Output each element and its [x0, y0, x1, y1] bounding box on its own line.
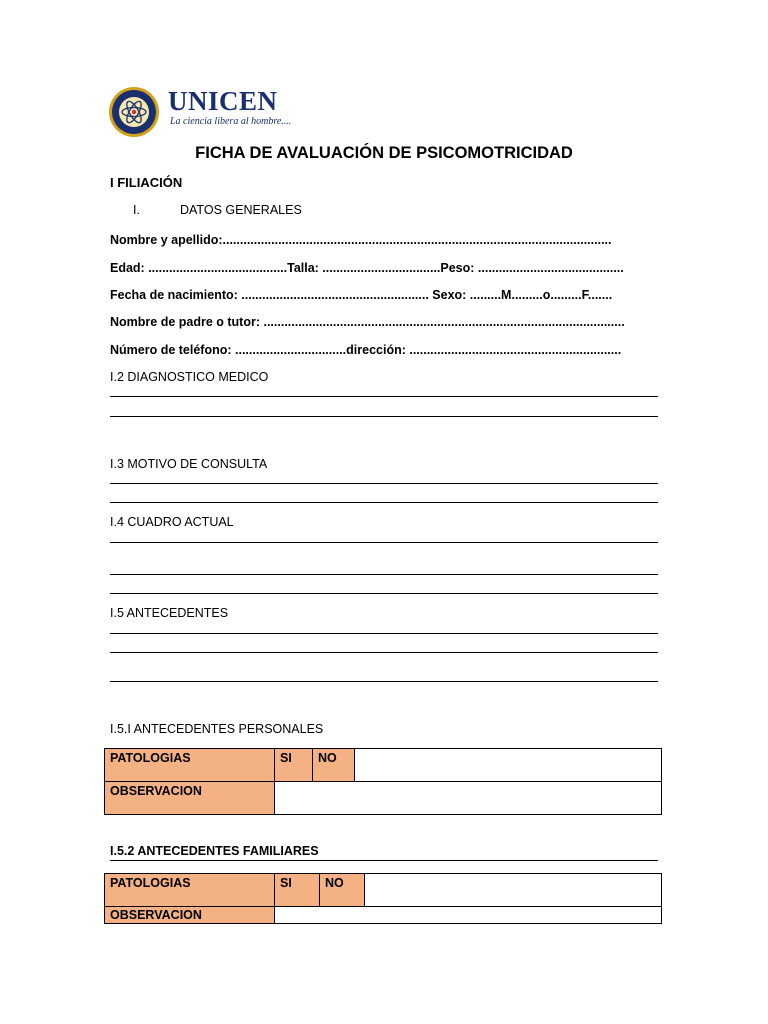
write-line — [110, 542, 658, 543]
logo-slogan: La ciencia libera al hombre.... — [170, 116, 292, 127]
university-seal-icon — [108, 86, 160, 138]
write-line — [110, 652, 658, 653]
unicen-logo — [108, 82, 292, 138]
write-line — [110, 502, 658, 503]
datos-generales-number: I. — [133, 203, 140, 217]
observacion-label: OBSERVACION — [105, 782, 275, 815]
logo-name: UNICEN — [168, 86, 278, 116]
no-label: NO — [320, 874, 365, 907]
antecedentes-heading: I.5 ANTECEDENTES — [110, 606, 229, 620]
write-line — [110, 633, 658, 634]
observacion-entry-cell[interactable] — [275, 782, 662, 815]
patologias-entry-cell[interactable] — [355, 749, 662, 782]
section-filiacion-heading: I FILIACIÓN — [110, 175, 183, 190]
si-label: SI — [275, 749, 313, 782]
antecedentes-personales-heading: I.5.I ANTECEDENTES PERSONALES — [110, 722, 324, 736]
telefono-direccion-field: Número de teléfono: ................................dirección: ............................................................. — [110, 343, 622, 357]
write-line — [110, 681, 658, 682]
observacion-label: OBSERVACION — [105, 907, 275, 924]
antecedentes-familiares-heading: I.5.2 ANTECEDENTES FAMILIARES — [110, 844, 319, 858]
si-label: SI — [275, 874, 320, 907]
nombre-field: Nombre y apellido:................................................................................................................ — [110, 233, 612, 247]
write-line — [110, 593, 658, 594]
write-line — [110, 416, 658, 417]
observacion-entry-cell[interactable] — [275, 907, 662, 924]
antecedentes-personales-table — [104, 748, 662, 815]
edad-talla-peso-field: Edad: ........................................Talla: ..................................Peso: .......................................... — [110, 261, 624, 275]
cuadro-heading: I.4 CUADRO ACTUAL — [110, 515, 234, 529]
write-line — [110, 483, 658, 484]
patologias-label: PATOLOGIAS — [105, 874, 275, 907]
diagnostico-heading: I.2 DIAGNOSTICO MEDICO — [110, 370, 269, 384]
motivo-heading: I.3 MOTIVO DE CONSULTA — [110, 457, 268, 471]
patologias-entry-cell[interactable] — [365, 874, 662, 907]
write-line — [110, 574, 658, 575]
write-line — [110, 860, 658, 861]
no-label: NO — [313, 749, 355, 782]
antecedentes-familiares-table — [104, 873, 662, 924]
padre-tutor-field: Nombre de padre o tutor: ........................................................................................................ — [110, 315, 625, 329]
write-line — [110, 396, 658, 397]
datos-generales-heading: DATOS GENERALES — [180, 203, 302, 217]
patologias-label: PATOLOGIAS — [105, 749, 275, 782]
fecha-sexo-field: Fecha de nacimiento: ...................................................... Sexo: .........M.........o.........F....... — [110, 288, 613, 302]
page-title: FICHA DE AVALUACIÓN DE PSICOMOTRICIDAD — [195, 144, 573, 162]
